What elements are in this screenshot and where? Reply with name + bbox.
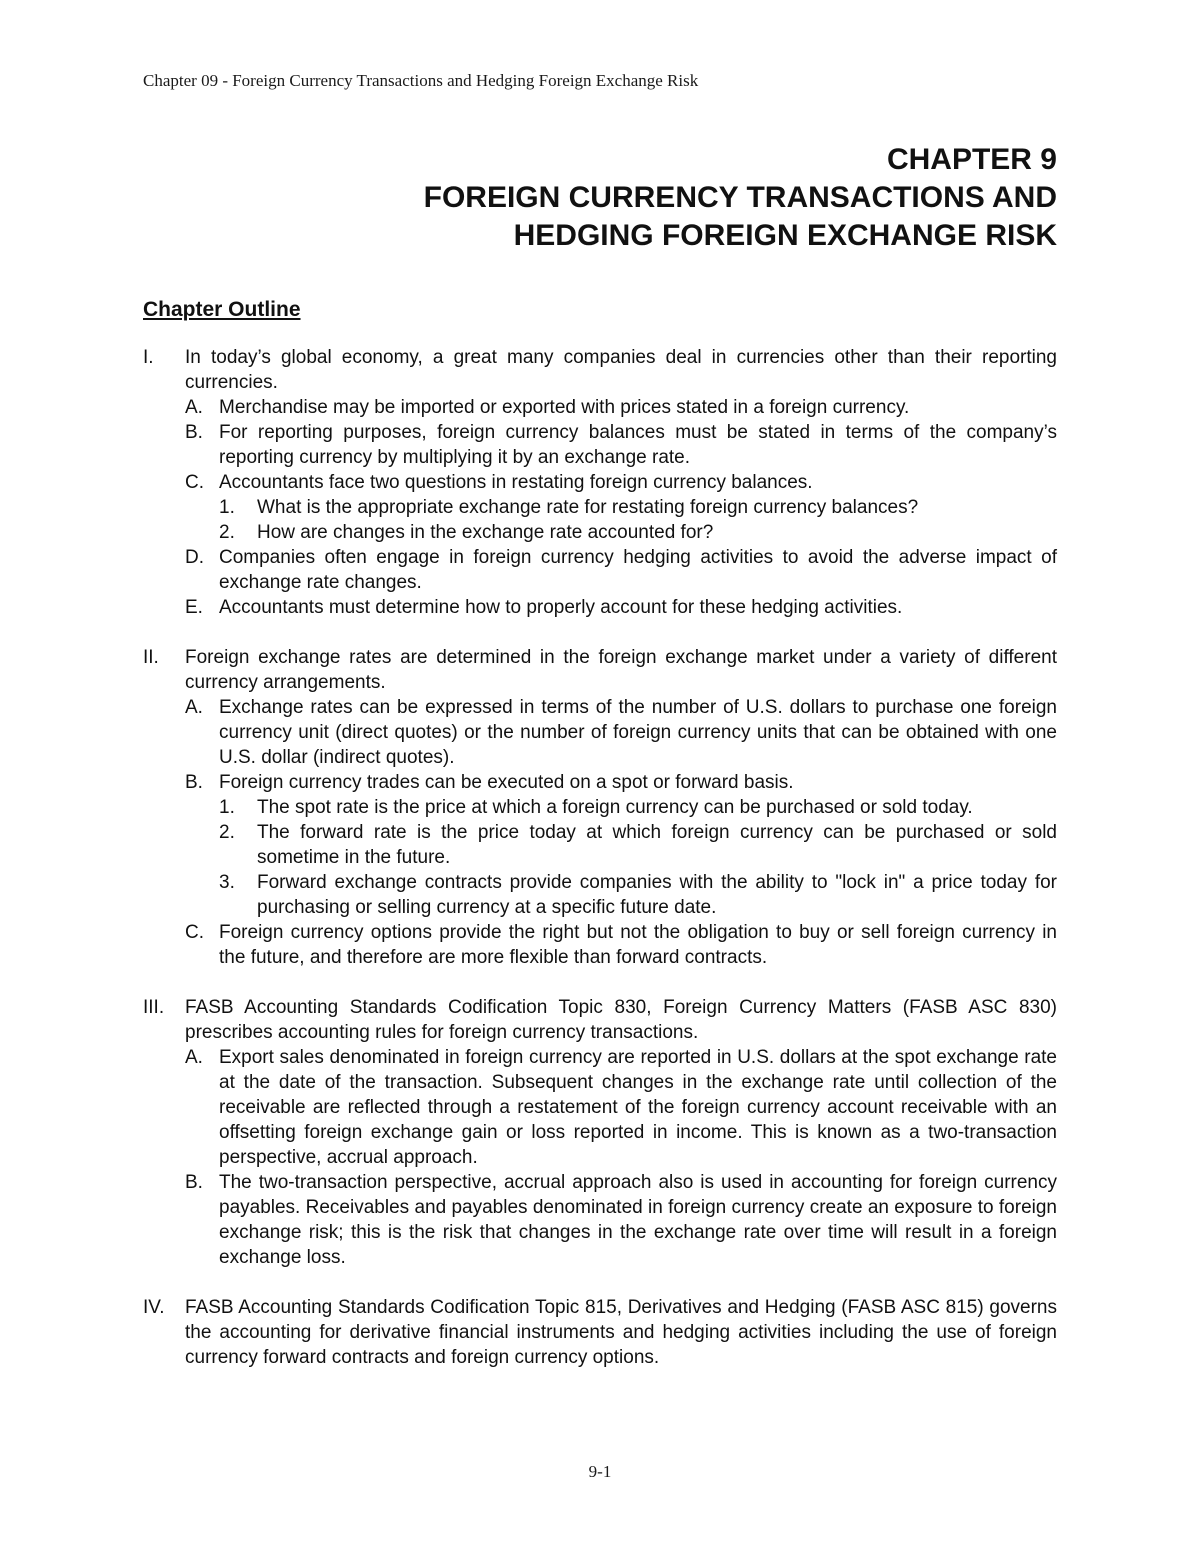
outline-text: FASB Accounting Standards Codification Topic 815, Derivatives and Hedging (FASB ASC 815) governs the accounting for derivative financial instruments and hedging activities including the use of foreign currency forward contracts and foreign currency options.: [185, 1297, 1057, 1368]
page-number: 9-1: [588, 1462, 612, 1481]
outline-number-item: [219, 495, 1057, 520]
outline-heading: Chapter Outline: [143, 298, 301, 321]
outline-number-item: [219, 820, 1057, 870]
outline-section-iii: [143, 995, 1057, 1270]
outline-text: Foreign currency options provide the right but not the obligation to buy or sell foreign currency in the future, and therefore are more flexible than forward contracts.: [219, 922, 1057, 968]
outline-marker: B.: [185, 422, 203, 443]
outline-marker: C.: [185, 472, 204, 493]
outline-text: The forward rate is the price today at which foreign currency can be purchased or sold sometime in the future.: [257, 822, 1057, 868]
outline-roman-item: [143, 645, 1057, 695]
outline-marker: E.: [185, 597, 203, 618]
outline-letter-item: [185, 420, 1057, 470]
outline-letter-item: [185, 595, 1057, 620]
outline-letter-item: [185, 395, 1057, 420]
outline-marker: C.: [185, 922, 204, 943]
outline-marker: D.: [185, 547, 204, 568]
outline-text: Forward exchange contracts provide companies with the ability to "lock in" a price today for purchasing or selling currency at a specific future date.: [257, 872, 1057, 918]
running-header: Chapter 09 - Foreign Currency Transactions and Hedging Foreign Exchange Risk: [143, 71, 699, 90]
outline-section-ii: [143, 645, 1057, 970]
outline-number-item: [219, 520, 1057, 545]
outline-marker: 1.: [219, 497, 235, 518]
chapter-number: CHAPTER 9: [886, 143, 1057, 176]
outline-marker: A.: [185, 1047, 203, 1068]
chapter-title-line-1: FOREIGN CURRENCY TRANSACTIONS AND: [423, 181, 1057, 214]
outline-marker: B.: [185, 772, 203, 793]
outline-marker: II.: [143, 647, 159, 668]
chapter-title: [424, 141, 1057, 255]
outline-roman-item: [143, 345, 1057, 395]
outline-text: Merchandise may be imported or exported with prices stated in a foreign currency.: [219, 397, 910, 418]
outline-marker: I.: [143, 347, 154, 368]
outline-marker: B.: [185, 1172, 203, 1193]
outline-letter-item: [185, 695, 1057, 770]
outline-letter-item: [185, 1170, 1057, 1270]
outline-marker: 2.: [219, 822, 235, 843]
outline-text: FASB Accounting Standards Codification Topic 830, Foreign Currency Matters (FASB ASC 830) prescribes accounting rules for foreign currency transactions.: [185, 997, 1057, 1043]
outline-letter-item: [185, 920, 1057, 970]
outline-text: In today’s global economy, a great many companies deal in currencies other than their reporting currencies.: [185, 347, 1057, 393]
outline-text: Foreign currency trades can be executed on a spot or forward basis.: [219, 772, 794, 793]
outline-number-item: [219, 870, 1057, 920]
outline-letter-item: [185, 1045, 1057, 1170]
outline-text: Accountants face two questions in restating foreign currency balances.: [219, 472, 813, 493]
outline-text: Exchange rates can be expressed in terms of the number of U.S. dollars to purchase one foreign currency unit (direct quotes) or the number of foreign currency units that can be obtained with one U.S. dollar (indirect quotes).: [219, 697, 1057, 768]
outline-text: Accountants must determine how to properly account for these hedging activities.: [219, 597, 903, 618]
outline-section-i: [143, 345, 1057, 620]
outline-text: Export sales denominated in foreign currency are reported in U.S. dollars at the spot exchange rate at the date of the transaction. Subsequent changes in the exchange rate until collection of the receivable are reflected through a restatement of the foreign currency account receivable with an offsetting foreign exchange gain or loss reported in income. This is known as a two-transaction perspective, accrual approach.: [219, 1047, 1057, 1168]
chapter-title-line-2: HEDGING FOREIGN EXCHANGE RISK: [513, 219, 1057, 252]
outline-text: What is the appropriate exchange rate for restating foreign currency balances?: [257, 497, 919, 518]
outline-text: How are changes in the exchange rate accounted for?: [257, 522, 714, 543]
outline-section-iv: [143, 1295, 1057, 1370]
outline-text: Foreign exchange rates are determined in the foreign exchange market under a variety of different currency arrangements.: [185, 647, 1057, 693]
outline-marker: A.: [185, 397, 203, 418]
outline-marker: 3.: [219, 872, 235, 893]
outline-text: The two-transaction perspective, accrual approach also is used in accounting for foreign currency payables. Receivables and payables denominated in foreign currency create an exposure to foreign exchange risk; this is the risk that changes in the exchange rate over time will result in a foreign exchange loss.: [219, 1172, 1057, 1268]
outline-letter-item: [185, 470, 1057, 495]
outline-marker: A.: [185, 697, 203, 718]
outline-text: Companies often engage in foreign currency hedging activities to avoid the adverse impact of exchange rate changes.: [219, 547, 1057, 593]
outline-marker: 1.: [219, 797, 235, 818]
outline-roman-item: [143, 995, 1057, 1045]
outline-marker: IV.: [143, 1297, 165, 1318]
chapter-outline: [143, 345, 1057, 1395]
outline-roman-item: [143, 1295, 1057, 1370]
outline-letter-item: [185, 770, 1057, 795]
outline-text: The spot rate is the price at which a foreign currency can be purchased or sold today.: [257, 797, 973, 818]
outline-marker: 2.: [219, 522, 235, 543]
outline-letter-item: [185, 545, 1057, 595]
outline-marker: III.: [143, 997, 165, 1018]
outline-number-item: [219, 795, 1057, 820]
outline-text: For reporting purposes, foreign currency balances must be stated in terms of the company’s reporting currency by multiplying it by an exchange rate.: [219, 422, 1057, 468]
